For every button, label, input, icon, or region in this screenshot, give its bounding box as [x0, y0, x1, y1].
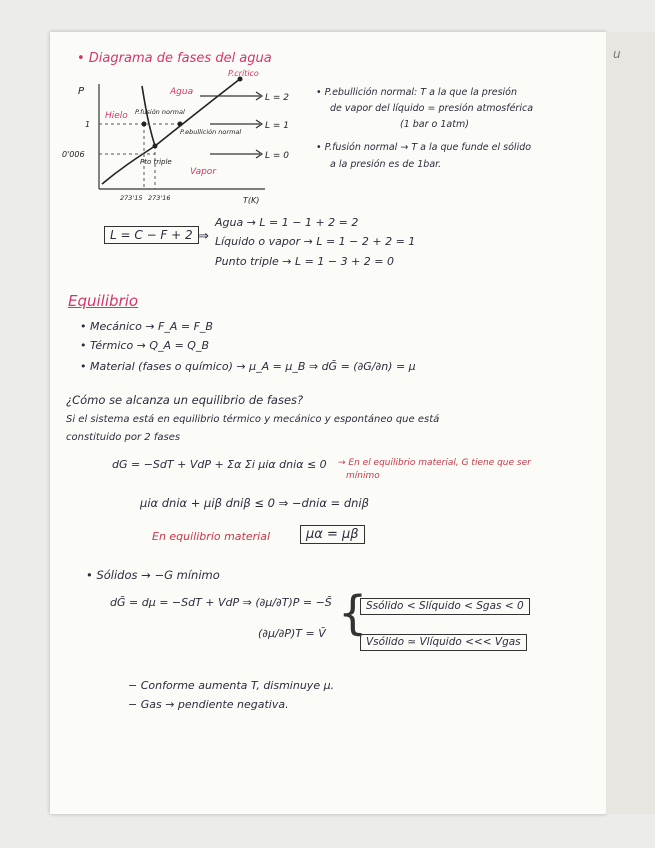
triple-point [153, 144, 158, 149]
equilibrio-heading: Equilibrio [68, 292, 139, 310]
rule-agua: Agua → L = 1 − 1 + 2 = 2 [215, 216, 359, 229]
x-tick-27316: 273'16 [148, 194, 171, 202]
l0-label: L = 0 [265, 151, 290, 161]
l2-label: L = 2 [265, 93, 290, 103]
rule-triple: Punto triple → L = 1 − 3 + 2 = 0 [215, 255, 394, 268]
eq-mecanico: • Mecánico → F_A = F_B [80, 320, 213, 333]
fusion-label: P.fusión normal [135, 108, 185, 116]
volume-box: Vsólido ≃ Vlíquido <<< Vgas [360, 634, 527, 651]
dmu-dp-equation: (∂μ/∂P)T = V̄ [258, 627, 326, 640]
vapor-label: Vapor [190, 167, 217, 177]
critical-label: P.crítico [228, 69, 259, 78]
eq-material-label: En equilibrio material [152, 530, 271, 543]
solidos-note-2: − Gas → pendiente negativa. [128, 698, 289, 711]
note-ebullicion-2: de vapor del líquido = presión atmosférica [330, 103, 534, 114]
phase-rule-box: L = C − F + 2 [104, 226, 199, 244]
dg-note-2: mínimo [346, 471, 380, 481]
answer-line-1: Si el sistema está en equilibrio térmico y mecánico y espontáneo que está [66, 414, 440, 425]
fusion-point [142, 122, 147, 127]
entropy-box: Ssólido < Slíquido < Sgas < 0 [360, 598, 530, 615]
brace: { [338, 586, 368, 640]
dg-dmu-equation: dḠ = dμ = −SdT + VdP ⇒ (∂μ/∂T)P = −S̄ [110, 596, 332, 609]
dg-equation: dG = −SdT + VdP + Σα Σi μiα dniα ≤ 0 [112, 458, 327, 471]
note-fusion-1: • P.fusión normal → T a la que funde el sólido [316, 142, 532, 153]
hielo-label: Hielo [105, 111, 128, 121]
axis-t-label: T(K) [243, 196, 260, 204]
note-ebullicion-1: • P.ebullición normal: T a la que la presión [316, 87, 518, 98]
page-margin-marks [611, 40, 651, 80]
agua-label: Agua [170, 87, 194, 97]
eq-material-box: μα = μβ [300, 525, 365, 544]
y-tick-1: 1 [85, 120, 91, 129]
solidos-note-1: − Conforme aumenta T, disminuye μ. [128, 679, 335, 692]
triple-label: Pto triple [140, 158, 172, 166]
ebullition-point [178, 122, 183, 127]
eq-material: • Material (fases o químico) → μ_A = μ_B ⇒ dḠ = (∂G/∂n) = μ [80, 360, 416, 373]
answer-line-2: constituido por 2 fases [66, 432, 181, 443]
dg-note-1: → En el equilibrio material, G tiene que ser [338, 458, 531, 468]
note-ebullicion-3: (1 bar o 1atm) [400, 119, 469, 130]
ebullition-label: P.ebullición normal [180, 128, 242, 136]
mu-equation: μiα dniα + μiβ dniβ ≤ 0 ⇒ −dniα = dniβ [140, 496, 369, 510]
svg-text:u: u [613, 47, 621, 61]
x-tick-27315: 273'15 [120, 194, 143, 202]
next-page-edge [606, 32, 655, 814]
page-title: • Diagrama de fases del agua [77, 51, 272, 66]
question-text: ¿Cómo se alcanza un equilibrio de fases? [66, 393, 304, 407]
axis-p-label: P [78, 86, 85, 97]
y-tick-0006: 0'006 [62, 150, 85, 159]
eq-termico: • Térmico → Q_A = Q_B [80, 339, 209, 352]
phase-diagram [60, 64, 300, 204]
l1-label: L = 1 [265, 121, 290, 131]
rule-liquido: Líquido o vapor → L = 1 − 2 + 2 = 1 [215, 235, 416, 248]
solidos-heading: • Sólidos → −G mínimo [86, 568, 220, 582]
note-fusion-2: a la presión es de 1bar. [330, 159, 442, 170]
implies-arrow: ⇒ [198, 229, 209, 244]
